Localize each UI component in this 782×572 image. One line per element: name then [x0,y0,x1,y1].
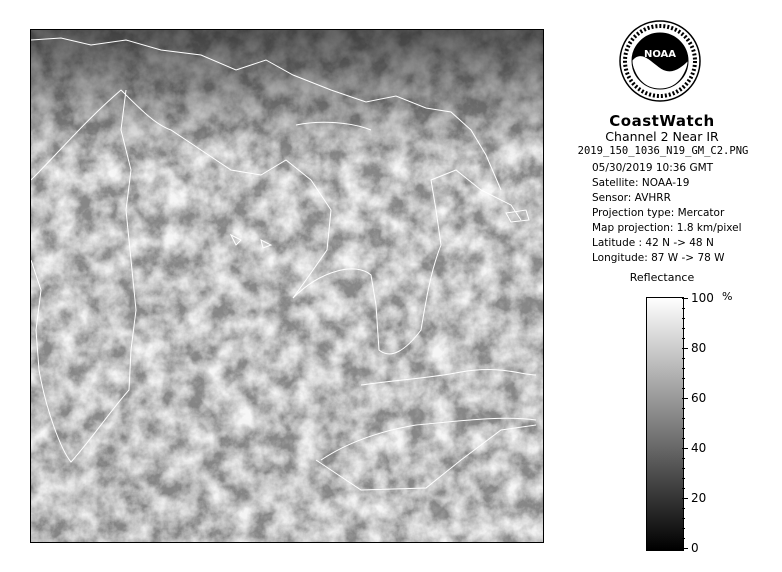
colorbar-minor-tick [682,378,685,379]
colorbar-minor-tick [682,478,685,479]
colorbar-minor-tick [682,528,685,529]
colorbar-minor-tick [682,408,685,409]
colorbar-tick-mark [682,298,688,299]
colorbar-minor-tick [682,428,685,429]
colorbar-minor-tick [682,308,685,309]
colorbar-tick-mark [682,398,688,399]
colorbar-tick-label: 40 [691,441,707,455]
meta-projection-type: Projection type: Mercator [592,207,725,219]
colorbar-minor-tick [682,418,685,419]
app-title: CoastWatch [609,112,715,130]
colorbar-minor-tick [682,358,685,359]
reflectance-colorbar [646,297,684,551]
channel-subtitle: Channel 2 Near IR [605,129,719,144]
legend-title: Reflectance [629,271,695,284]
colorbar-tick-label: 80 [691,341,707,355]
meta-sensor: Sensor: AVHRR [592,192,671,204]
colorbar-tick-mark [682,548,688,549]
colorbar-minor-tick [682,318,685,319]
meta-map-projection: Map projection: 1.8 km/pixel [592,222,742,234]
meta-satellite: Satellite: NOAA-19 [592,177,690,189]
colorbar-tick-label: 60 [691,391,707,405]
filename-label: 2019_150_1036_N19_GM_C2.PNG [577,145,749,157]
colorbar-minor-tick [682,388,685,389]
colorbar-minor-tick [682,518,685,519]
meta-latitude: Latitude : 42 N -> 48 N [592,237,714,249]
legend-unit: % [722,290,733,303]
meta-longitude: Longitude: 87 W -> 78 W [592,252,725,264]
colorbar-minor-tick [682,338,685,339]
colorbar-tick-label: 100 [691,291,714,305]
colorbar-minor-tick [682,538,685,539]
colorbar-tick-mark [682,348,688,349]
satellite-map[interactable] [30,29,544,543]
colorbar-tick-label: 20 [691,491,707,505]
colorbar-minor-tick [682,458,685,459]
colorbar-minor-tick [682,368,685,369]
colorbar-minor-tick [682,328,685,329]
colorbar-minor-tick [682,508,685,509]
logo-text: NOAA [643,49,677,60]
colorbar-tick-mark [682,498,688,499]
colorbar-tick-mark [682,448,688,449]
noaa-logo-icon [619,20,701,102]
colorbar-minor-tick [682,468,685,469]
colorbar-minor-tick [682,438,685,439]
satellite-image [31,30,543,542]
colorbar-tick-label: 0 [691,541,699,555]
noaa-logo [619,20,701,102]
colorbar-minor-tick [682,488,685,489]
meta-datetime: 05/30/2019 10:36 GMT [592,162,714,174]
